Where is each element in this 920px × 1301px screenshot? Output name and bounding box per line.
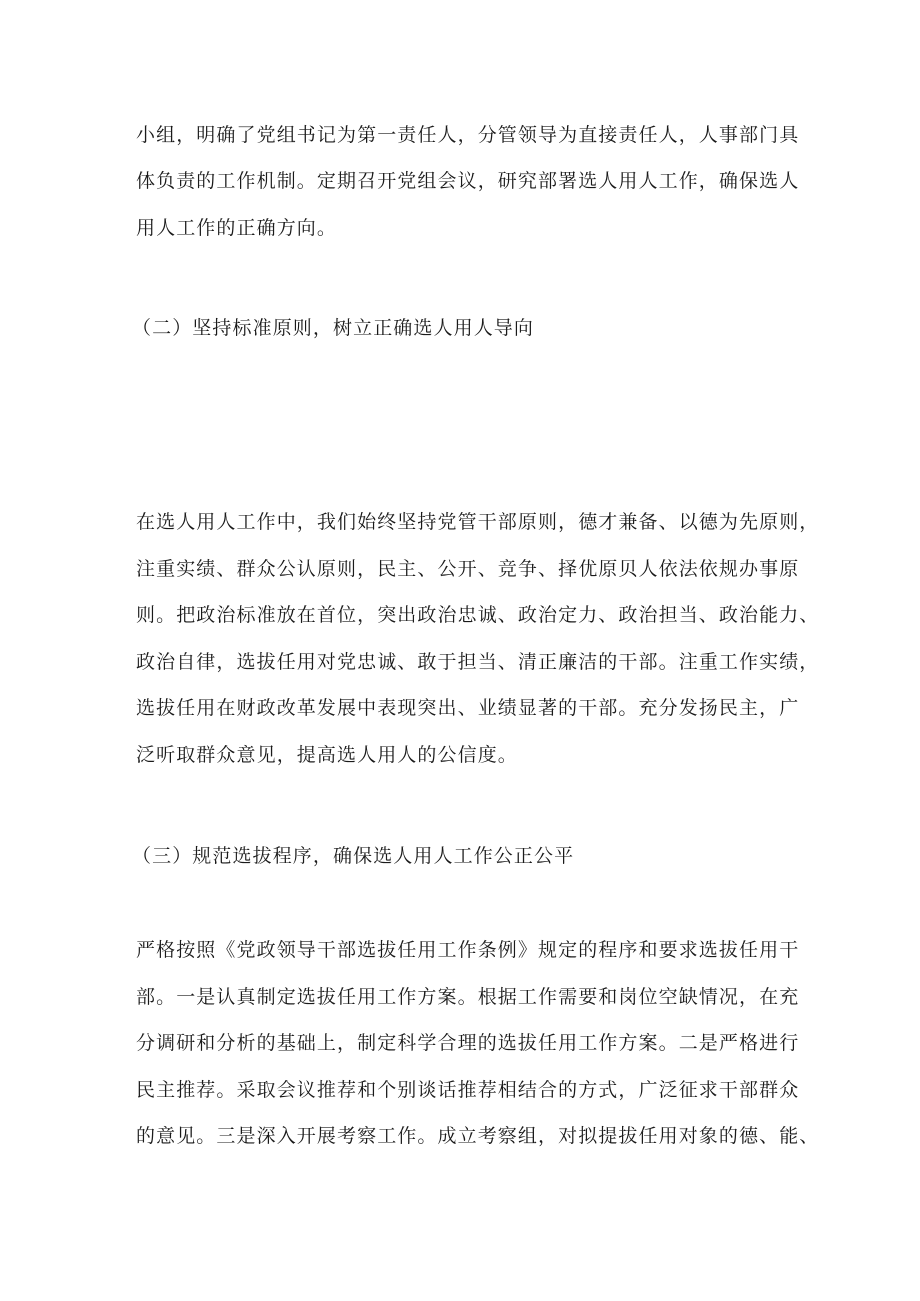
paragraph-3-line-5: 的意见。三是深入开展考察工作。成立考察组，对拟提拔任用对象的德、能、 — [136, 1125, 820, 1147]
paragraph-1-line-2: 体负责的工作机制。定期召开党组会议，研究部署选人用人工作，确保选人 — [136, 170, 800, 192]
paragraph-3-line-1: 严格按照《党政领导干部选拔任用工作条例》规定的程序和要求选拔任用干 — [136, 939, 800, 961]
paragraph-1-line-3: 用人工作的正确方向。 — [136, 217, 338, 239]
paragraph-1-line-1: 小组，明确了党组书记为第一责任人，分管领导为直接责任人，人事部门具 — [136, 124, 800, 146]
paragraph-2-line-2: 注重实绩、群众公认原则，民主、公开、竞争、择优原贝人依法依规办事原 — [136, 558, 800, 580]
paragraph-3-line-3: 分调研和分析的基础上，制定科学合理的选拔任用工作方案。二是严格进行 — [136, 1032, 800, 1054]
paragraph-2-line-3: 则。把政治标准放在首位，突出政治忠诚、政治定力、政治担当、政治能力、 — [136, 604, 820, 626]
paragraph-2-line-1: 在选人用人工作中，我们始终坚持党管干部原则，德才兼备、以德为先原则， — [136, 511, 820, 533]
section-heading-3: （三）规范选拔程序，确保选人用人工作公正公平 — [132, 845, 575, 867]
paragraph-2-line-6: 泛听取群众意见，提高选人用人的公信度。 — [136, 744, 518, 766]
paragraph-3-line-4: 民主推荐。采取会议推荐和个别谈话推荐相结合的方式，广泛征求干部群众 — [136, 1079, 800, 1101]
paragraph-2-line-5: 选拔任用在财政改革发展中表现突出、业绩显著的干部。充分发扬民主，广 — [136, 697, 800, 719]
paragraph-3-line-2: 部。一是认真制定选拔任用工作方案。根据工作需要和岗位空缺情况，在充 — [136, 986, 800, 1008]
section-heading-2: （二）坚持标准原则，树立正确选人用人导向 — [132, 317, 535, 339]
paragraph-2-line-4: 政治自律，选拔任用对党忠诚、敢于担当、清正廉洁的干部。注重工作实绩， — [136, 651, 820, 673]
